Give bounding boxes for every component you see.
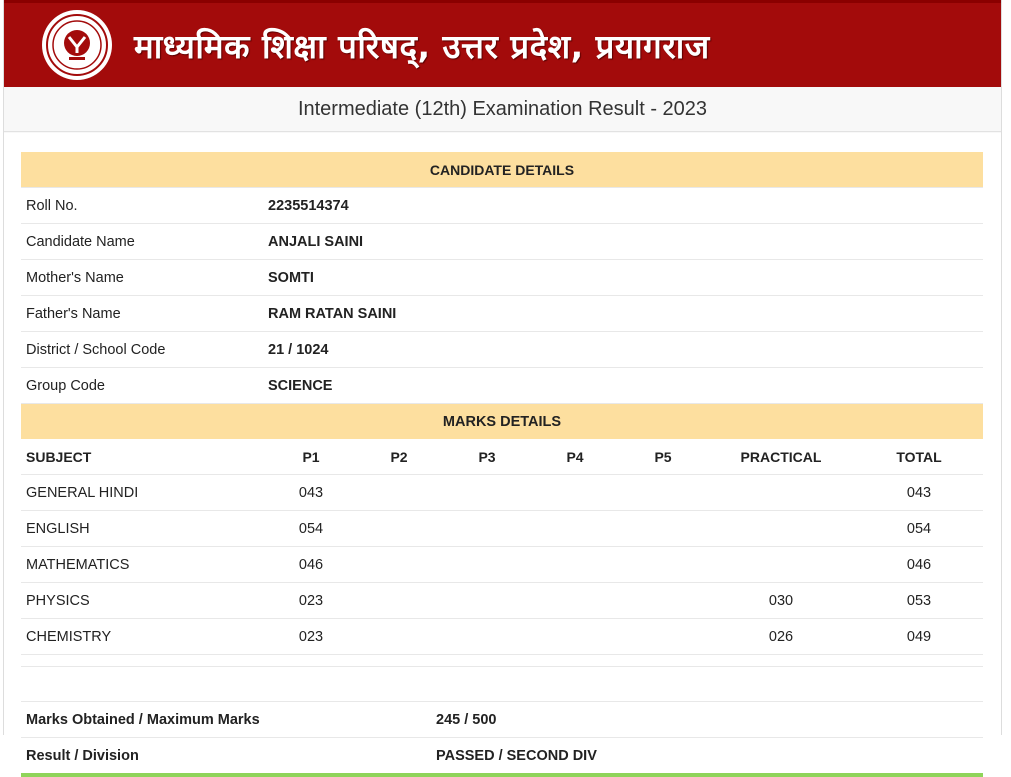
marks-header-row [21, 439, 983, 475]
candidate-row [21, 260, 983, 296]
p3-cell [443, 583, 531, 619]
col-total: TOTAL [896, 448, 942, 465]
p4-cell [531, 475, 619, 511]
result-division-value: PASSED / SECOND DIV [435, 738, 983, 774]
p4-cell [531, 583, 619, 619]
marks-obtained-row [21, 702, 983, 738]
subject-cell: CHEMISTRY [21, 619, 267, 655]
candidate-row [21, 296, 983, 332]
total-cell: 043 [855, 475, 983, 511]
table-row [21, 475, 983, 511]
total-cell: 053 [855, 583, 983, 619]
p2-cell [355, 547, 443, 583]
col-p4: P4 [566, 448, 584, 465]
col-subject: SUBJECT [26, 448, 92, 465]
total-cell: 046 [855, 547, 983, 583]
p4-cell [531, 619, 619, 655]
p5-cell [619, 475, 707, 511]
p1-cell: 023 [267, 583, 355, 619]
p2-cell [355, 583, 443, 619]
result-content [4, 133, 1001, 764]
roll-no-label: Roll No. [21, 188, 267, 224]
group-code-label: Group Code [21, 368, 267, 404]
p3-cell [443, 619, 531, 655]
candidate-row [21, 188, 983, 224]
col-p1: P1 [302, 448, 320, 465]
table-row [21, 583, 983, 619]
table-row [21, 511, 983, 547]
table-spacer [21, 667, 983, 702]
table-row [21, 619, 983, 655]
marks-obtained-label: Marks Obtained / Maximum Marks [21, 702, 435, 738]
marks-obtained-value: 245 / 500 [435, 702, 983, 738]
total-cell: 054 [855, 511, 983, 547]
district-school-code-label: District / School Code [21, 332, 267, 368]
candidate-row [21, 224, 983, 260]
result-page [3, 0, 1002, 764]
p5-cell [619, 511, 707, 547]
board-logo [42, 10, 112, 80]
p4-cell [531, 511, 619, 547]
total-cell: 049 [855, 619, 983, 655]
candidate-row [21, 332, 983, 368]
mother-name-value: SOMTI [267, 260, 983, 296]
exam-title: Intermediate (12th) Examination Result - 2023 [4, 87, 1001, 132]
father-name-value: RAM RATAN SAINI [267, 296, 983, 332]
p2-cell [355, 475, 443, 511]
candidate-name-value: ANJALI SAINI [267, 224, 983, 260]
subject-cell: GENERAL HINDI [21, 475, 267, 511]
candidate-section-title: CANDIDATE DETAILS [21, 152, 983, 188]
practical-cell [707, 511, 855, 547]
practical-cell: 030 [707, 583, 855, 619]
header-banner [4, 0, 1001, 87]
status-bar [21, 773, 983, 777]
group-code-value: SCIENCE [267, 368, 983, 404]
p1-cell: 043 [267, 475, 355, 511]
p2-cell [355, 511, 443, 547]
p3-cell [443, 511, 531, 547]
father-name-label: Father's Name [21, 296, 267, 332]
col-p5: P5 [654, 448, 672, 465]
p1-cell: 023 [267, 619, 355, 655]
col-practical: PRACTICAL [740, 448, 822, 465]
p4-cell [531, 547, 619, 583]
p5-cell [619, 619, 707, 655]
p1-cell: 054 [267, 511, 355, 547]
result-division-row [21, 738, 983, 774]
marks-details-table [21, 403, 983, 701]
practical-cell: 026 [707, 619, 855, 655]
emblem-icon [45, 13, 109, 77]
table-spacer [21, 655, 983, 667]
col-p2: P2 [390, 448, 408, 465]
candidate-row [21, 368, 983, 404]
p5-cell [619, 547, 707, 583]
marks-section-title: MARKS DETAILS [21, 404, 983, 440]
candidate-details-table [21, 152, 983, 403]
subject-cell: MATHEMATICS [21, 547, 267, 583]
district-school-code-value: 21 / 1024 [267, 332, 983, 368]
practical-cell [707, 547, 855, 583]
p3-cell [443, 547, 531, 583]
subject-cell: ENGLISH [21, 511, 267, 547]
subject-cell: PHYSICS [21, 583, 267, 619]
p1-cell: 046 [267, 547, 355, 583]
roll-no-value: 2235514374 [267, 188, 983, 224]
p5-cell [619, 583, 707, 619]
candidate-name-label: Candidate Name [21, 224, 267, 260]
p3-cell [443, 475, 531, 511]
table-row [21, 547, 983, 583]
mother-name-label: Mother's Name [21, 260, 267, 296]
practical-cell [707, 475, 855, 511]
result-summary-table [21, 701, 983, 773]
col-p3: P3 [478, 448, 496, 465]
result-division-label: Result / Division [21, 738, 435, 774]
board-title: माध्यमिक शिक्षा परिषद्, उत्तर प्रदेश, प्रयागराज [134, 26, 710, 66]
p2-cell [355, 619, 443, 655]
